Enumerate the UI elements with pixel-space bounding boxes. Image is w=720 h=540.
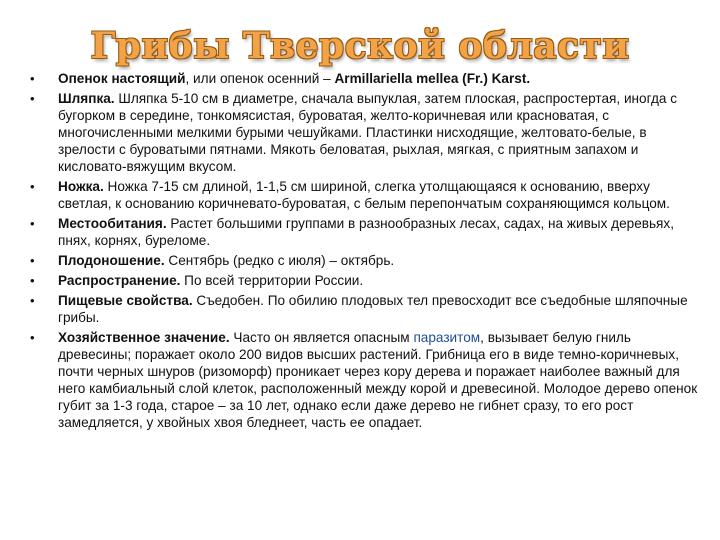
item-text: Шляпка 5-10 см в диаметре, сначала выпуклая, затем плоская, распростертая, иногда с бугорком в середине, тонкомясистая, буроватая, желто-коричневая или красноватая, с многочисленными мелкими бурыми чешуйками. Пластинки нисходящие, желтовато-белые, в зрелости с буроватыми пятнами. Мякоть беловатая, рыхлая, мягкая, с приятным запахом и кисловато-вяжущим вкусом. <box>58 91 678 174</box>
slide-title: Грибы Тверской области <box>90 25 630 67</box>
item-text: , вызывает белую гниль древесины; поражает около 200 видов высших растений. Грибница его в виде темно-коричневых, почти черных шнуров (ризоморф) проникает через кору дерева и поражает наиболее важный для него камбиальный слой клеток, расположенный между корой и древесиной. Молодое дерево опенок губит за 1-3 года, старое – за 10 лет, однако если даже дерево не гибнет сразу, то его рост замедляется, у хвойных хвоя бледнеет, часть ее опадает. <box>58 330 698 430</box>
list-item <box>28 292 700 326</box>
list-item <box>28 70 700 87</box>
latin-name: Armillariella mellea (Fr.) Karst. <box>334 71 531 86</box>
bullet-icon: • <box>30 330 35 345</box>
item-text: Ножка 7-15 см длиной, 1-1,5 см шириной, слегка утолщающаяся к основанию, вверху светлая, к основанию коричневато-буроватая, с белым перепончатым сохраняющимся кольцом. <box>58 179 670 211</box>
list-item <box>28 329 700 431</box>
item-label: Местообитания. <box>58 216 167 231</box>
bullet-icon: • <box>30 216 35 231</box>
item-label: Ножка. <box>58 179 104 194</box>
item-label: Опенок настоящий <box>58 71 186 86</box>
list-item <box>28 178 700 212</box>
bullet-icon: • <box>30 253 35 268</box>
item-label: Плодоношение. <box>58 253 165 268</box>
item-label: Пищевые свойства. <box>58 293 193 308</box>
item-text: Часто он является опасным <box>229 330 414 345</box>
parasite-link[interactable]: паразитом <box>413 330 481 345</box>
item-text: Съедобен. По обилию плодовых тел превосходит все съедобные шляпочные грибы. <box>58 293 688 325</box>
bullet-icon: • <box>30 91 35 106</box>
item-label: Шляпка. <box>58 91 115 106</box>
item-label: Распространение. <box>58 273 181 288</box>
item-text: Сентябрь (редко с июля) – октябрь. <box>164 253 395 268</box>
item-label: Хозяйственное значение. <box>58 330 230 345</box>
list-item <box>28 272 700 289</box>
bullet-icon: • <box>30 71 35 86</box>
list-item <box>28 90 700 175</box>
list-item <box>28 252 700 269</box>
item-text: Растет большими группами в разнообразных лесах, садах, на живых деревьях, пнях, корнях, буреломе. <box>58 216 674 248</box>
bullet-list <box>28 70 700 431</box>
bullet-icon: • <box>30 293 35 308</box>
content-area <box>28 70 700 434</box>
item-text: По всей территории России. <box>180 273 364 288</box>
bullet-icon: • <box>30 179 35 194</box>
item-text: , или опенок осенний – <box>185 71 335 86</box>
list-item <box>28 215 700 249</box>
bullet-icon: • <box>30 273 35 288</box>
